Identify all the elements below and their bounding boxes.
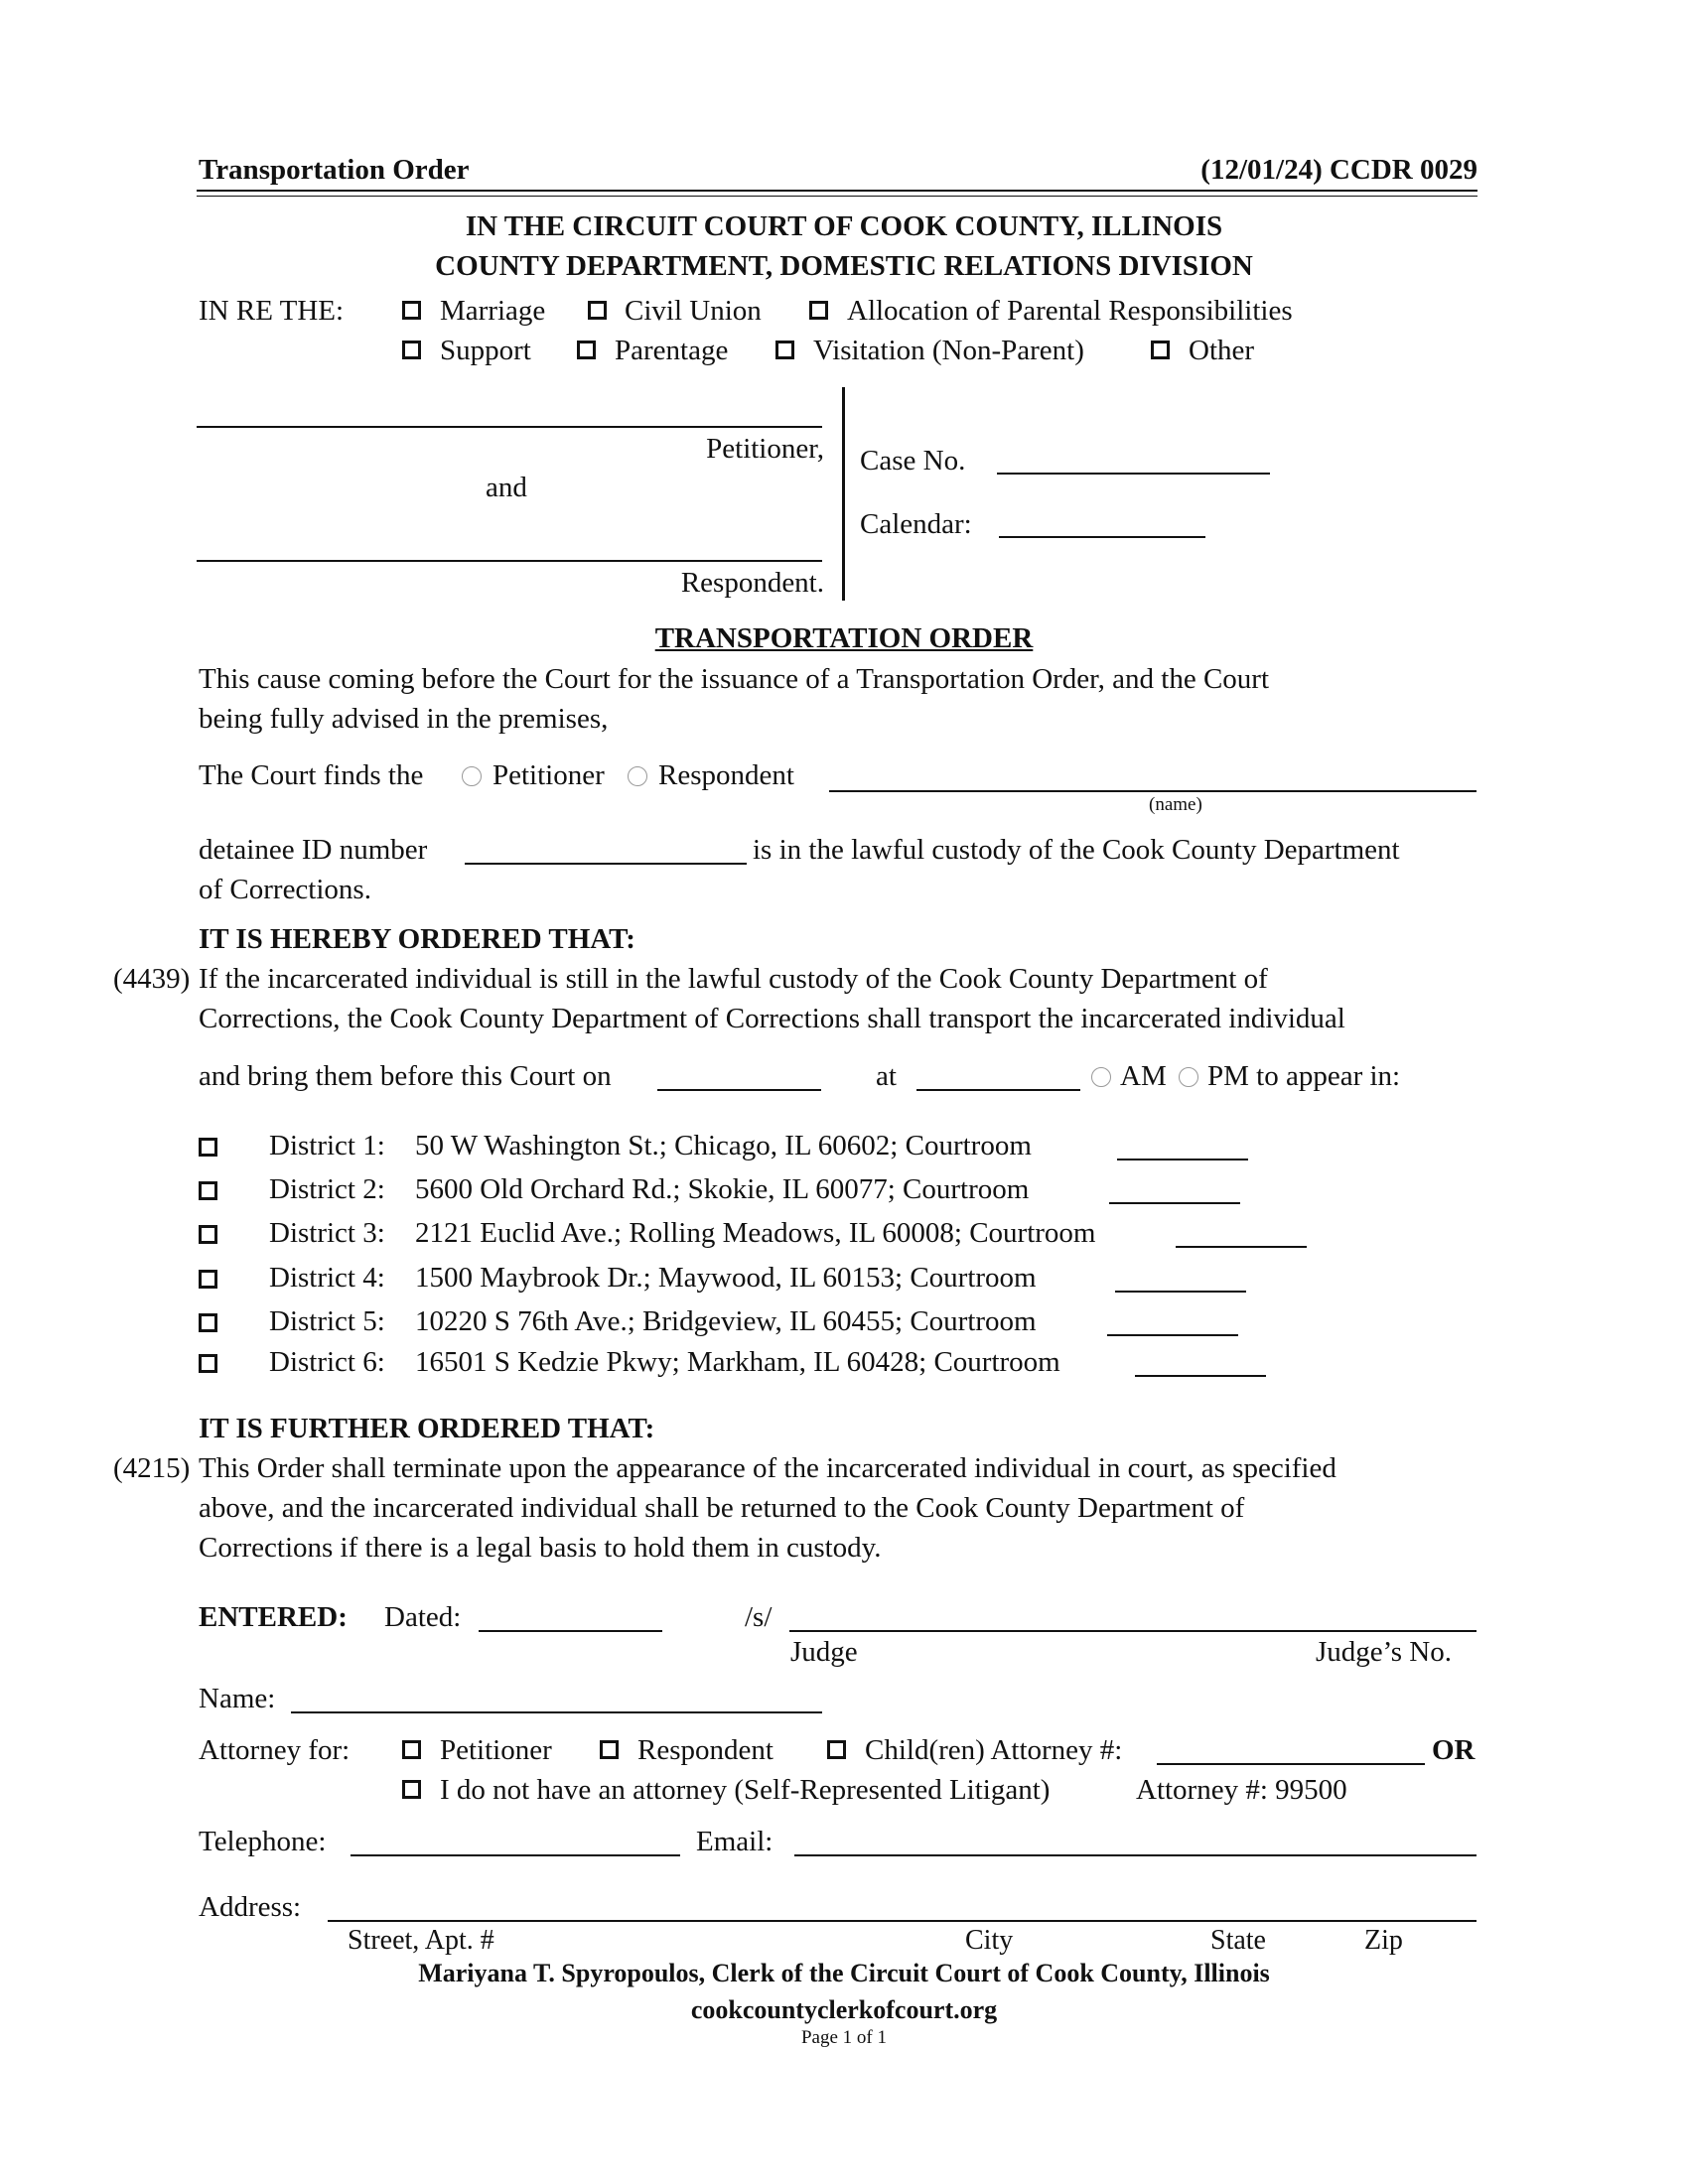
header-rule-top (197, 190, 1477, 192)
form-title: Transportation Order (199, 154, 470, 186)
court-date-field[interactable] (657, 1089, 821, 1091)
attorney-respondent-label: Respondent (637, 1734, 774, 1766)
address-field[interactable] (328, 1920, 1477, 1922)
children-attorney-label: Child(ren) Attorney #: (865, 1734, 1123, 1766)
order-title: TRANSPORTATION ORDER (654, 622, 1034, 654)
code-4439: (4439) (113, 963, 191, 995)
and-caption: and (486, 472, 527, 503)
attorney-number-field[interactable] (1157, 1763, 1425, 1765)
district-6-label: District 6: (269, 1346, 385, 1378)
judge-caption: Judge (790, 1636, 858, 1668)
am-label: AM (1120, 1060, 1167, 1092)
hereby-line-2: Corrections, the Cook County Department of Corrections shall transport the incarcerated individual (199, 1003, 1345, 1034)
telephone-label: Telephone: (199, 1826, 327, 1857)
district-1-courtroom-field[interactable] (1117, 1159, 1248, 1160)
attorney-for-label: Attorney for: (199, 1734, 351, 1766)
district-6-courtroom-field[interactable] (1135, 1375, 1266, 1377)
intro-line-2: being fully advised in the premises, (199, 703, 609, 735)
case-no-field[interactable] (997, 473, 1270, 475)
finds-petitioner-label: Petitioner (492, 759, 605, 791)
form-code: (12/01/24) CCDR 0029 (1200, 154, 1477, 186)
district-5-address: 10220 S 76th Ave.; Bridgeview, IL 60455; Courtroom (415, 1305, 1037, 1337)
district-1-label: District 1: (269, 1130, 385, 1161)
calendar-label: Calendar: (860, 508, 972, 540)
other-label: Other (1189, 335, 1255, 366)
attorney-number-text: Attorney #: 99500 (1136, 1774, 1347, 1806)
district-1-address: 50 W Washington St.; Chicago, IL 60602; Courtroom (415, 1130, 1032, 1161)
s-mark: /s/ (745, 1601, 773, 1633)
other-checkbox[interactable] (1151, 341, 1170, 359)
allocation-label: Allocation of Parental Responsibilities (847, 295, 1293, 327)
zip-caption: Zip (1364, 1925, 1403, 1956)
dated-field[interactable] (479, 1630, 662, 1632)
judge-signature-field[interactable] (789, 1630, 1477, 1632)
calendar-field[interactable] (999, 536, 1205, 538)
header-rule-bottom (197, 196, 1477, 197)
district-5-courtroom-field[interactable] (1107, 1334, 1238, 1336)
clerk-name: Mariyana T. Spyropoulos, Clerk of the Circuit Court of Cook County, Illinois (418, 1959, 1270, 1987)
district-4-address: 1500 Maybrook Dr.; Maywood, IL 60153; Courtroom (415, 1262, 1037, 1294)
address-label: Address: (199, 1891, 302, 1923)
am-radio[interactable] (1091, 1067, 1111, 1087)
district-5-label: District 5: (269, 1305, 385, 1337)
respondent-name-line[interactable] (197, 560, 822, 562)
telephone-field[interactable] (351, 1854, 680, 1856)
clerk-website[interactable]: cookcountyclerkofcourt.org (690, 1995, 998, 2024)
district-4-label: District 4: (269, 1262, 385, 1294)
detainee-line-2: of Corrections. (199, 874, 371, 905)
allocation-checkbox[interactable] (809, 301, 828, 320)
parentage-checkbox[interactable] (577, 341, 596, 359)
case-no-label: Case No. (860, 445, 966, 477)
visitation-label: Visitation (Non-Parent) (813, 335, 1084, 366)
district-3-checkbox[interactable] (199, 1225, 217, 1244)
court-line-2: COUNTY DEPARTMENT, DOMESTIC RELATIONS DIVISION (435, 250, 1253, 282)
district-2-label: District 2: (269, 1173, 385, 1205)
finds-respondent-label: Respondent (658, 759, 794, 791)
intro-line-1: This cause coming before the Court for the issuance of a Transportation Order, and the Court (199, 663, 1270, 695)
attorney-petitioner-label: Petitioner (440, 1734, 552, 1766)
district-2-courtroom-field[interactable] (1109, 1202, 1240, 1204)
self-rep-label: I do not have an attorney (Self-Represented Litigant) (440, 1774, 1051, 1806)
district-6-address: 16501 S Kedzie Pkwy; Markham, IL 60428; Courtroom (415, 1346, 1060, 1378)
court-time-field[interactable] (916, 1089, 1080, 1091)
district-2-address: 5600 Old Orchard Rd.; Skokie, IL 60077; Courtroom (415, 1173, 1030, 1205)
pm-label: PM to appear in: (1207, 1060, 1401, 1092)
district-2-checkbox[interactable] (199, 1181, 217, 1200)
petitioner-name-line[interactable] (197, 426, 822, 428)
city-caption: City (965, 1925, 1014, 1956)
detainee-prefix: detainee ID number (199, 834, 428, 866)
finds-petitioner-radio[interactable] (462, 766, 482, 786)
petitioner-caption: Petitioner, (706, 433, 824, 465)
judge-no-caption: Judge’s No. (1316, 1636, 1452, 1668)
finds-prefix: The Court finds the (199, 759, 424, 791)
attorney-respondent-checkbox[interactable] (600, 1740, 619, 1759)
name-field[interactable] (291, 1711, 822, 1713)
district-1-checkbox[interactable] (199, 1138, 217, 1157)
state-caption: State (1210, 1925, 1266, 1956)
marriage-label: Marriage (440, 295, 546, 327)
street-caption: Street, Apt. # (348, 1925, 494, 1956)
attorney-petitioner-checkbox[interactable] (402, 1740, 421, 1759)
in-re-label: IN RE THE: (199, 295, 345, 327)
district-4-courtroom-field[interactable] (1115, 1291, 1246, 1293)
civil-union-checkbox[interactable] (588, 301, 607, 320)
visitation-checkbox[interactable] (775, 341, 794, 359)
bring-at: at (876, 1060, 897, 1092)
detainee-suffix: is in the lawful custody of the Cook County Department (753, 834, 1400, 866)
name-caption: (name) (1149, 794, 1202, 815)
civil-union-label: Civil Union (625, 295, 762, 327)
name-label: Name: (199, 1683, 276, 1714)
support-checkbox[interactable] (402, 341, 421, 359)
support-label: Support (440, 335, 531, 366)
page-number: Page 1 of 1 (800, 2027, 887, 2048)
further-line-3: Corrections if there is a legal basis to hold them in custody. (199, 1532, 882, 1564)
bring-prefix: and bring them before this Court on (199, 1060, 612, 1092)
district-3-courtroom-field[interactable] (1176, 1246, 1307, 1248)
hereby-heading: IT IS HEREBY ORDERED THAT: (199, 923, 635, 955)
district-3-label: District 3: (269, 1217, 385, 1249)
entered-label: ENTERED: (199, 1601, 348, 1633)
caption-divider (842, 387, 845, 601)
pm-radio[interactable] (1179, 1067, 1198, 1087)
further-line-1: This Order shall terminate upon the appearance of the incarcerated individual in court, as specified (199, 1452, 1336, 1484)
dated-label: Dated: (384, 1601, 462, 1633)
self-rep-checkbox[interactable] (402, 1780, 421, 1799)
or-label: OR (1432, 1734, 1476, 1766)
district-3-address: 2121 Euclid Ave.; Rolling Meadows, IL 60008; Courtroom (415, 1217, 1096, 1249)
hereby-line-1: If the incarcerated individual is still in the lawful custody of the Cook County Department of (199, 963, 1268, 995)
email-field[interactable] (794, 1854, 1477, 1856)
finds-respondent-radio[interactable] (628, 766, 647, 786)
detainee-name-field[interactable] (829, 790, 1477, 792)
further-heading: IT IS FURTHER ORDERED THAT: (199, 1413, 655, 1444)
marriage-checkbox[interactable] (402, 301, 421, 320)
children-attorney-checkbox[interactable] (827, 1740, 846, 1759)
parentage-label: Parentage (615, 335, 729, 366)
further-line-2: above, and the incarcerated individual shall be returned to the Cook County Department of (199, 1492, 1245, 1524)
district-5-checkbox[interactable] (199, 1313, 217, 1332)
detainee-id-field[interactable] (465, 863, 747, 865)
code-4215: (4215) (113, 1452, 191, 1484)
court-line-1: IN THE CIRCUIT COURT OF COOK COUNTY, ILLINOIS (465, 210, 1223, 242)
email-label: Email: (696, 1826, 774, 1857)
district-6-checkbox[interactable] (199, 1354, 217, 1373)
district-4-checkbox[interactable] (199, 1270, 217, 1289)
respondent-caption: Respondent. (680, 567, 824, 599)
